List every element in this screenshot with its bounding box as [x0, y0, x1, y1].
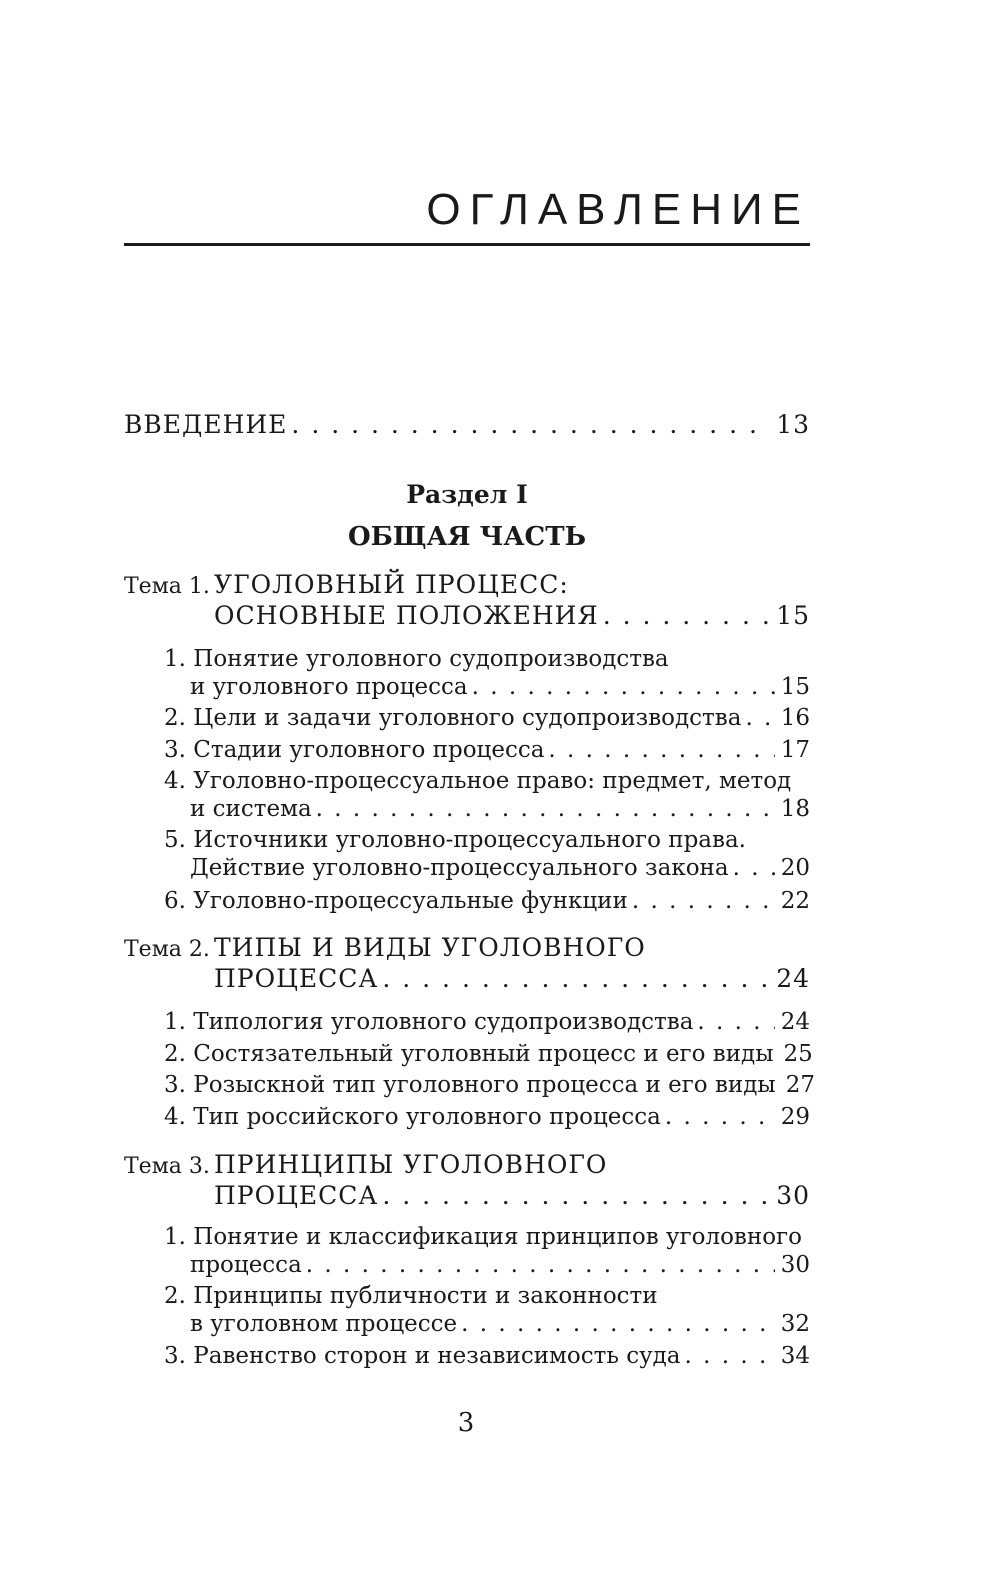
toc-item-text: 2. Принципы публичности и законности — [164, 1283, 658, 1309]
toc-item[interactable] — [164, 1102, 810, 1132]
toc-entry-page: 15 — [776, 601, 810, 630]
toc-entry-label: ВВЕДЕНИЕ — [124, 410, 288, 439]
toc-item-text: 6. Уголовно-процессуальные функции — [164, 888, 628, 914]
toc-entry-page: 13 — [776, 410, 810, 439]
dot-leader — [291, 410, 770, 440]
toc-item[interactable] — [164, 1070, 815, 1100]
dot-leader — [382, 1181, 770, 1211]
toc-item-text: 1. Понятие уголовного судопроизводства — [164, 646, 669, 672]
section-name: ОБЩАЯ ЧАСТЬ — [347, 522, 587, 552]
toc-item[interactable] — [164, 735, 810, 765]
topic-title-line: ТИПЫ И ВИДЫ УГОЛОВНОГО — [214, 933, 646, 962]
dot-leader — [382, 964, 770, 994]
toc-entry-topic[interactable] — [214, 964, 810, 994]
toc-item-text: 2. Состязательный уголовный процесс и его виды — [164, 1041, 774, 1067]
toc-entry-page: 30 — [776, 1181, 810, 1210]
topic-title-line: УГОЛОВНЫЙ ПРОЦЕСС: — [214, 570, 569, 599]
toc-entry-topic[interactable] — [214, 601, 810, 631]
dot-leader — [745, 703, 774, 733]
topic-title-line: ПРИНЦИПЫ УГОЛОВНОГО — [214, 1150, 608, 1179]
toc-entry-page: 24 — [776, 964, 810, 993]
toc-entry-intro[interactable] — [124, 410, 810, 440]
toc-item-text: Действие уголовно-процессуального закона — [190, 855, 729, 881]
toc-item-text: в уголовном процессе — [190, 1311, 458, 1337]
toc-item-page: 15 — [780, 674, 810, 700]
toc-item-page: 22 — [780, 888, 810, 914]
dot-leader — [548, 735, 774, 765]
topic-prefix: Тема 3. — [124, 1154, 210, 1179]
toc-item-page: 16 — [780, 705, 810, 731]
section-label: Раздел I — [406, 480, 528, 509]
toc-item-text: 3. Стадии уголовного процесса — [164, 737, 545, 763]
toc-item[interactable] — [190, 853, 810, 883]
toc-item-page: 27 — [785, 1072, 815, 1098]
toc-item-page: 17 — [780, 737, 810, 763]
topic-title-line: ПРОЦЕССА — [214, 964, 379, 993]
dot-leader — [472, 672, 775, 702]
dot-leader — [316, 794, 775, 824]
dot-leader — [685, 1341, 775, 1371]
toc-item-page: 24 — [780, 1009, 810, 1035]
toc-item[interactable] — [190, 1309, 810, 1339]
toc-item[interactable] — [164, 1039, 813, 1069]
topic-title-line: ПРОЦЕССА — [214, 1181, 379, 1210]
toc-item[interactable] — [164, 703, 810, 733]
dot-leader — [697, 1007, 774, 1037]
toc-item-page: 30 — [780, 1252, 810, 1278]
toc-item-page: 32 — [780, 1311, 810, 1337]
toc-item-text: 3. Равенство сторон и независимость суда — [164, 1343, 681, 1369]
toc-item[interactable] — [190, 672, 810, 702]
topic-prefix: Тема 1. — [124, 574, 210, 599]
dot-leader — [306, 1250, 775, 1280]
toc-item-text: процесса — [190, 1252, 302, 1278]
toc-item[interactable] — [164, 1341, 810, 1371]
toc-item-text: и система — [190, 796, 312, 822]
dot-leader — [632, 886, 775, 916]
toc-item-text: 1. Понятие и классификация принципов уголовного — [164, 1224, 802, 1250]
page-title: ОГЛАВЛЕНИЕ — [426, 185, 810, 234]
topic-title-line: ОСНОВНЫЕ ПОЛОЖЕНИЯ — [214, 601, 599, 630]
title-divider — [124, 243, 810, 246]
toc-entry-topic[interactable] — [214, 1181, 810, 1211]
toc-item-page: 20 — [780, 855, 810, 881]
toc-item-page: 34 — [780, 1343, 810, 1369]
toc-item-text: 1. Типология уголовного судопроизводства — [164, 1009, 694, 1035]
toc-item[interactable] — [190, 794, 810, 824]
dot-leader — [603, 601, 771, 631]
dot-leader — [733, 853, 775, 883]
dot-leader — [461, 1309, 775, 1339]
topic-prefix: Тема 2. — [124, 937, 210, 962]
toc-item-text: 2. Цели и задачи уголовного судопроизводства — [164, 705, 742, 731]
toc-item[interactable] — [164, 886, 810, 916]
toc-item-text: 5. Источники уголовно-процессуального права. — [164, 827, 746, 853]
toc-item-text: 4. Уголовно-процессуальное право: предмет, метод — [164, 768, 792, 794]
toc-item-page: 25 — [783, 1041, 813, 1067]
toc-item[interactable] — [190, 1250, 810, 1280]
page-number: 3 — [457, 1408, 475, 1438]
toc-item-page: 29 — [780, 1104, 810, 1130]
toc-item-text: и уголовного процесса — [190, 674, 468, 700]
toc-item-text: 4. Тип российского уголовного процесса — [164, 1104, 661, 1130]
toc-item-text: 3. Розыскной тип уголовного процесса и его виды — [164, 1072, 776, 1098]
toc-item-page: 18 — [780, 796, 810, 822]
toc-item[interactable] — [164, 1007, 810, 1037]
dot-leader — [665, 1102, 775, 1132]
